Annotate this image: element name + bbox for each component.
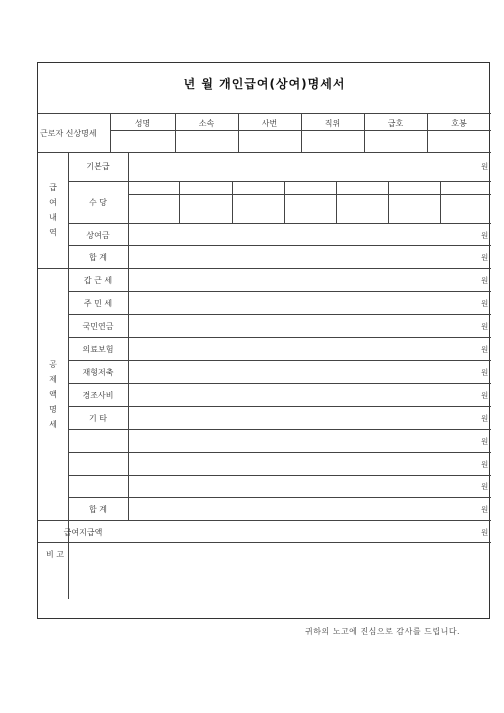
- footer-message: 귀하의 노고에 진심으로 감사를 드립니다.: [305, 627, 461, 636]
- personal-info-label: 근로자 신상명세: [40, 129, 97, 138]
- pay-statement-form: [37, 62, 490, 619]
- bonus-label: 상여금: [86, 231, 110, 240]
- item-label-column: [128, 152, 129, 520]
- deduction-label-savings: 재형저축: [82, 368, 114, 377]
- header-step: 호봉: [451, 119, 467, 128]
- base-pay-label: 기본급: [86, 162, 110, 171]
- header-name: 성명: [134, 119, 151, 128]
- deduction-label-other: 기 타: [89, 414, 107, 423]
- header-position: 직위: [324, 119, 341, 128]
- form-title: 년 월 개인급여(상여)명세서: [183, 77, 346, 91]
- deduction-label-condolence: 경조사비: [82, 391, 114, 400]
- header-dept: 소속: [198, 119, 215, 128]
- pay-section-label: 급 여 내 역: [49, 183, 57, 237]
- net-pay-label: 급여지급액: [63, 528, 103, 537]
- unit-blank-1: 원: [481, 437, 489, 446]
- deduction-label-income-tax: 갑 근 세: [83, 276, 113, 285]
- info-divider: [38, 152, 491, 153]
- allowance-label: 수 당: [89, 198, 107, 207]
- deduction-label-pension: 국민연금: [82, 322, 114, 331]
- unit-pension: 원: [481, 322, 489, 331]
- title-divider: [38, 113, 491, 114]
- deduction-section-end: [38, 520, 491, 521]
- header-employee-no: 사번: [261, 119, 278, 128]
- deduction-label-health-insurance: 의료보험: [82, 345, 114, 354]
- net-pay-divider: [38, 542, 491, 543]
- deduction-label-resident-tax: 주 민 세: [83, 299, 113, 308]
- deduction-section-label: 공 제 액 명 세: [49, 360, 57, 429]
- remarks-label: 비 고: [46, 550, 64, 559]
- pay-total-unit: 원: [481, 253, 489, 262]
- unit-net-pay: 원: [481, 528, 489, 537]
- deduction-total-label: 합 계: [89, 505, 107, 514]
- unit-blank-2: 원: [481, 460, 489, 469]
- unit-health-insurance: 원: [481, 345, 489, 354]
- bonus-unit: 원: [481, 231, 489, 240]
- unit-deduction-total: 원: [481, 505, 489, 514]
- pay-total-label: 합 계: [89, 253, 107, 262]
- header-grade: 급호: [387, 119, 404, 128]
- unit-other: 원: [481, 414, 489, 423]
- unit-resident-tax: 원: [481, 299, 489, 308]
- base-pay-unit: 원: [481, 162, 489, 171]
- unit-income-tax: 원: [481, 276, 489, 285]
- pay-section-end: [38, 268, 491, 269]
- unit-condolence: 원: [481, 391, 489, 400]
- unit-savings: 원: [481, 368, 489, 377]
- unit-blank-3: 원: [481, 482, 489, 491]
